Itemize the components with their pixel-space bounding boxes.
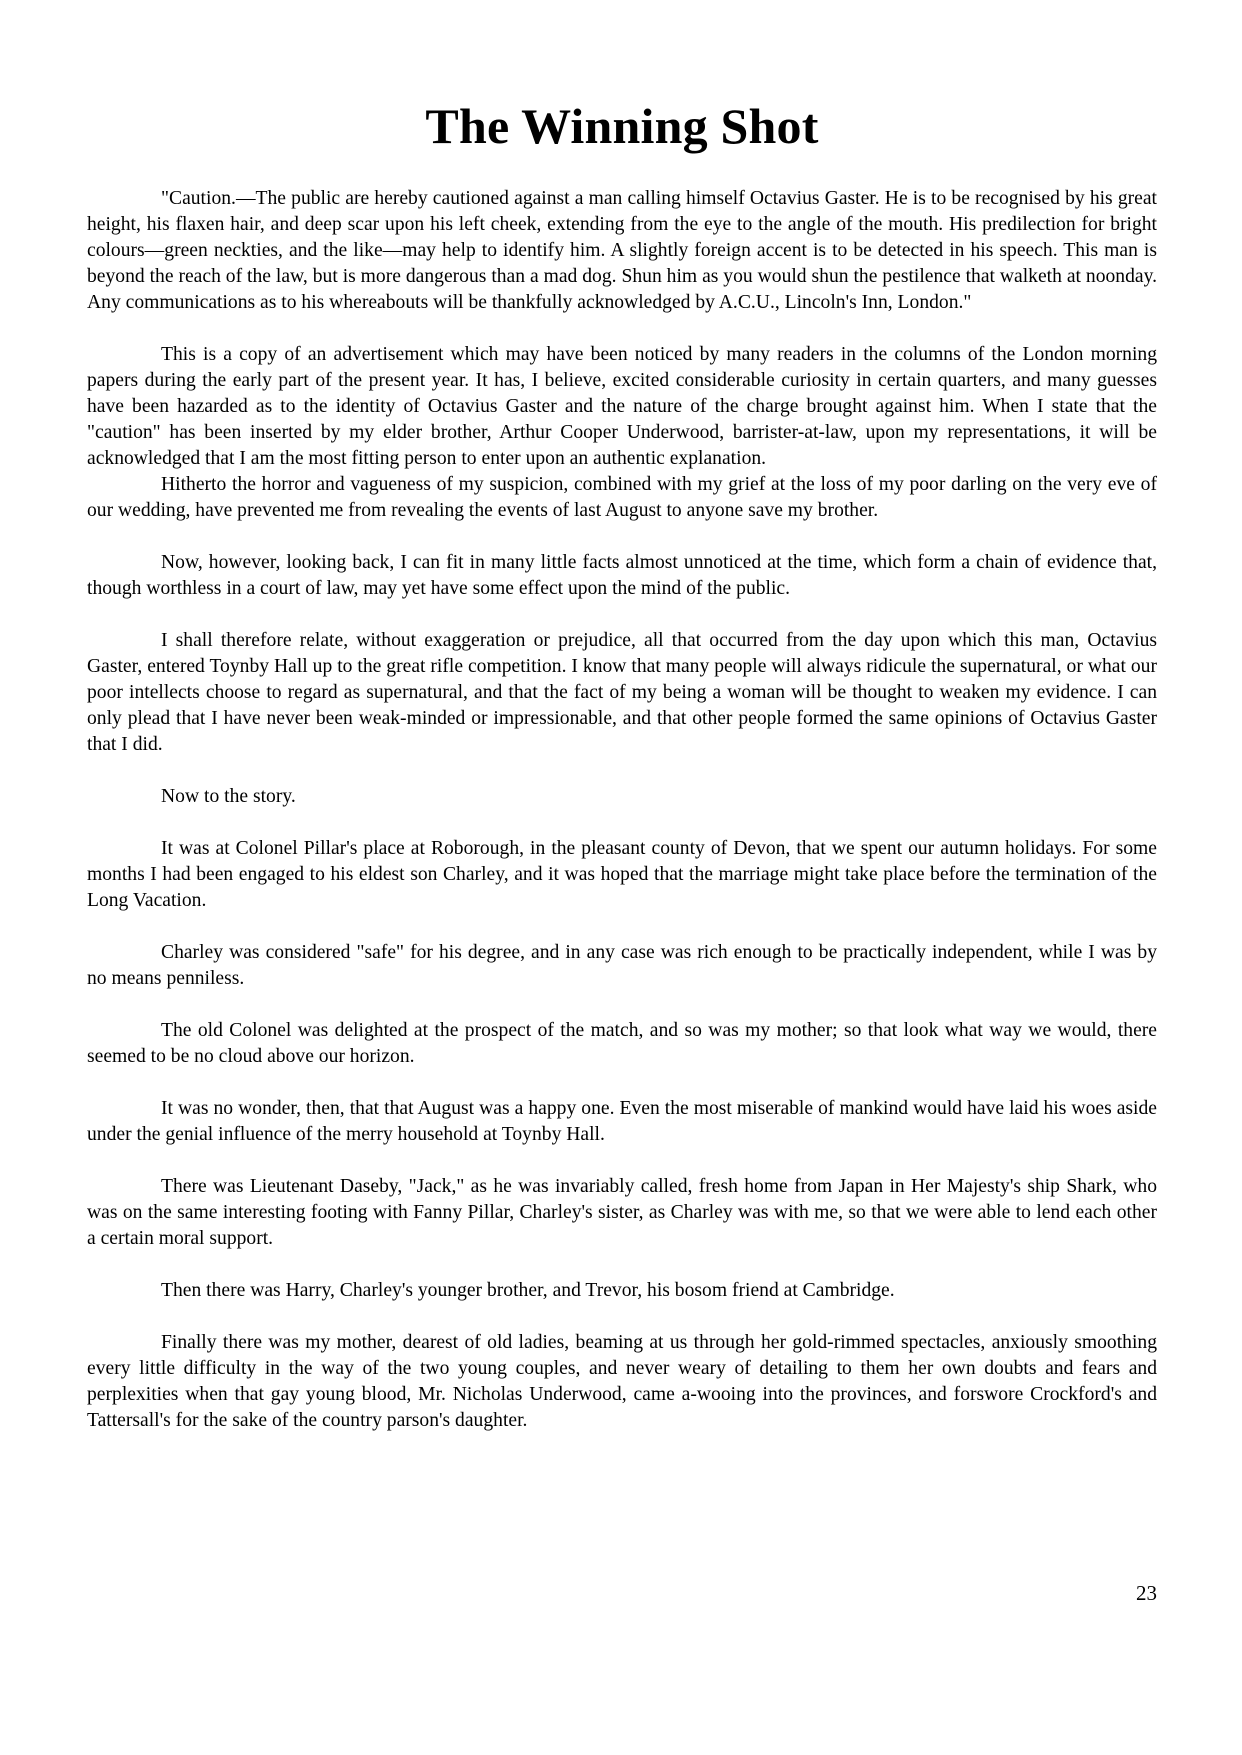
paragraph-colonel: The old Colonel was delighted at the prospect of the match, and so was my mother; so that look what way we would, there seemed to be no cloud above our horizon. (87, 1020, 1157, 1067)
paragraph-august: It was no wonder, then, that that August was a happy one. Even the most miserable of mankind would have laid his woes aside under the genial influence of the merry household at Toynby Hall. (87, 1098, 1157, 1145)
paragraph-roborough: It was at Colonel Pillar's place at Roborough, in the pleasant county of Devon, that we spent our autumn holidays. For some months I had been engaged to his eldest son Charley, and it was hoped that the marriage might take place before the termination of the Long Vacation. (87, 838, 1157, 911)
paragraph-harry: Then there was Harry, Charley's younger brother, and Trevor, his bosom friend at Cambridge. (161, 1280, 895, 1301)
page-number: 23 (1136, 1581, 1157, 1605)
paragraph-advertisement: This is a copy of an advertisement which may have been noticed by many readers in the columns of the London morning papers during the early part of the present year. It has, I believe, excited considerable curiosity in certain quarters, and many guesses have been hazarded as to the identity of Octavius Gaster and the nature of the charge brought against him. When I state that the "caution" has been inserted by my elder brother, Arthur Cooper Underwood, barrister-at-law, upon my representations, it will be acknowledged that I am the most fitting person to enter upon an authentic explanation. (87, 344, 1157, 469)
paragraph-daseby: There was Lieutenant Daseby, "Jack," as he was invariably called, fresh home from Japan in Her Majesty's ship Shark, who was on the same interesting footing with Fanny Pillar, Charley's sister, as Charley was with me, so that we were able to lend each other a certain moral support. (87, 1176, 1157, 1249)
paragraph-charley: Charley was considered "safe" for his degree, and in any case was rich enough to be practically independent, while I was by no means penniless. (87, 942, 1157, 989)
document-page (87, 0, 1157, 1434)
paragraph-relate: I shall therefore relate, without exaggeration or prejudice, all that occurred from the day upon which this man, Octavius Gaster, entered Toynby Hall up to the great rifle competition. I know that many people will always ridicule the supernatural, or what our poor intellects choose to regard as supernatural, and that the fact of my being a woman will be thought to weaken my evidence. I can only plead that I have never been weak-minded or impressionable, and that other people formed the same opinions of Octavius Gaster that I did. (87, 630, 1157, 755)
page-title: The Winning Shot (425, 98, 819, 154)
paragraph-hitherto: Hitherto the horror and vagueness of my suspicion, combined with my grief at the loss of my poor darling on the very eve of our wedding, have prevented me from revealing the events of last August to anyone save my brother. (87, 474, 1157, 521)
paragraph-story: Now to the story. (161, 786, 296, 807)
paragraph-caution: "Caution.—The public are hereby cautioned against a man calling himself Octavius Gaster. He is to be recognised by his great height, his flaxen hair, and deep scar upon his left cheek, extending from the eye to the angle of the mouth. His predilection for bright colours—green neckties, and the like—may help to identify him. A slightly foreign accent is to be detected in his speech. This man is beyond the reach of the law, but is more dangerous than a mad dog. Shun him as you would shun the pestilence that walketh at noonday. Any communications as to his whereabouts will be thankfully acknowledged by A.C.U., Lincoln's Inn, London." (87, 188, 1157, 313)
paragraph-mother: Finally there was my mother, dearest of old ladies, beaming at us through her gold-rimmed spectacles, anxiously smoothing every little difficulty in the way of the two young couples, and never weary of detailing to them her own doubts and fears and perplexities when that gay young blood, Mr. Nicholas Underwood, came a-wooing into the provinces, and forswore Crockford's and Tattersall's for the sake of the country parson's daughter. (87, 1332, 1157, 1431)
paragraph-looking-back: Now, however, looking back, I can fit in many little facts almost unnoticed at the time, which form a chain of evidence that, though worthless in a court of law, may yet have some effect upon the mind of the public. (87, 552, 1157, 599)
body-text (87, 186, 1157, 1434)
